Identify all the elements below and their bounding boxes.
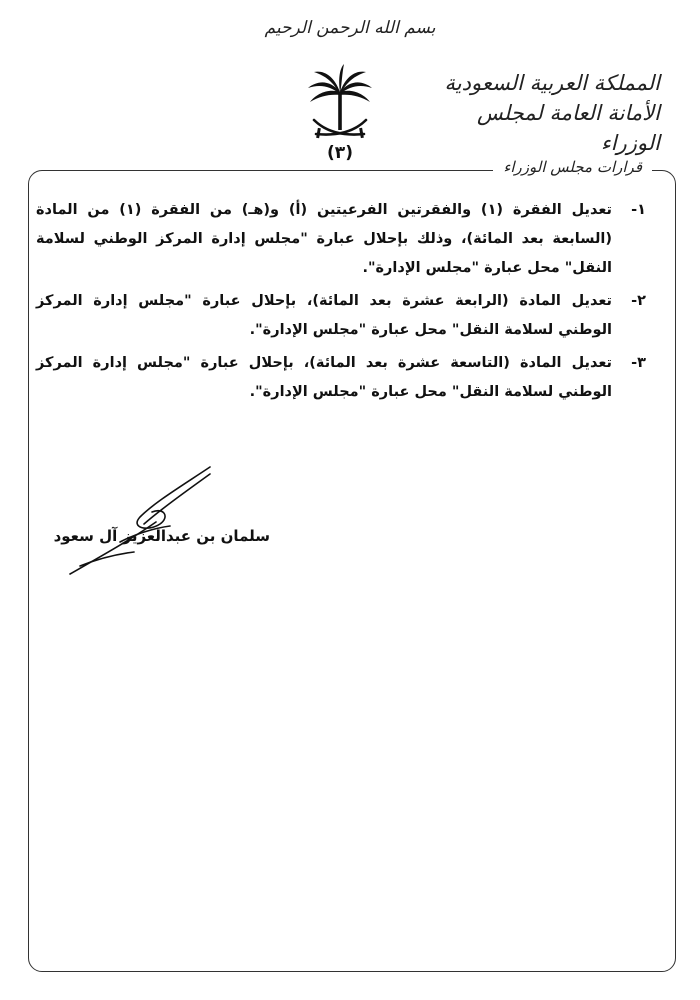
article-text: تعديل المادة (التاسعة عشرة بعد المائة)، بإحلال عبارة "مجلس إدارة المركز الوطني لسلامة النقل" محل عبارة "مجلس الإدارة".: [36, 355, 612, 400]
article-item: [36, 349, 646, 407]
article-item: [36, 287, 646, 345]
header-institution-block: [430, 68, 660, 158]
article-number: ٣-: [631, 355, 646, 371]
article-number: ١-: [631, 202, 646, 218]
article-item: [36, 196, 646, 283]
frame-label: قرارات مجلس الوزراء: [493, 158, 652, 176]
kingdom-name: المملكة العربية السعودية: [444, 71, 660, 95]
article-text: تعديل الفقرة (١) والفقرتين الفرعيتين (أ) و(هـ) من الفقرة (١) من المادة (السابعة بعد المائة)، وذلك بإحلال عبارة "مجلس إدارة المركز الوطني لسلامة النقل" محل عبارة "مجلس الإدارة".: [36, 202, 612, 276]
article-number: ٢-: [631, 293, 646, 309]
signatory-name: سلمان بن عبدالعزيز آل سعود: [53, 527, 270, 545]
article-text: تعديل المادة (الرابعة عشرة بعد المائة)، بإحلال عبارة "مجلس إدارة المركز الوطني لسلامة النقل" محل عبارة "مجلس الإدارة".: [36, 293, 612, 338]
page-number: (٣): [327, 143, 353, 163]
basmala-heading: بسم الله الرحمن الرحيم: [264, 18, 436, 38]
signature-icon: [60, 462, 230, 582]
secretariat-name: الأمانة العامة لمجلس الوزراء: [476, 101, 660, 155]
articles-list: [36, 196, 646, 411]
palm-swords-emblem-icon: [300, 62, 380, 152]
